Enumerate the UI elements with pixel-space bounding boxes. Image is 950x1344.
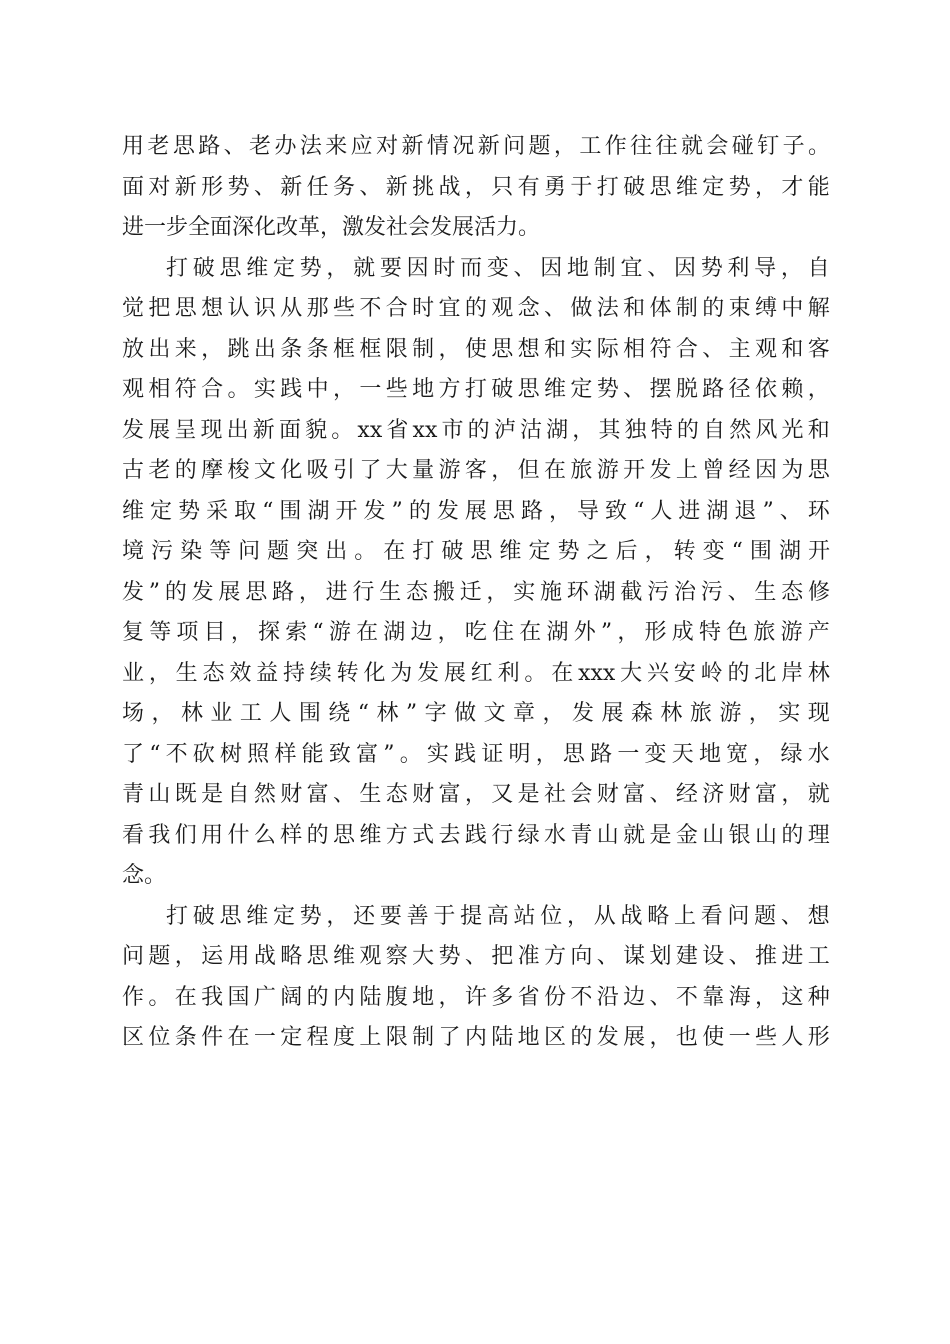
text-line: 维 定 势 采 取 “ 围 湖 开 发 ” 的 发 展 思 路 ， 导 致 “ 人 进 湖 退 ” 、 环	[122, 498, 830, 524]
text-line: 进一步全面深化改革，激发社会发展活力。	[122, 215, 541, 240]
text-line: 古 老 的 摩 梭 文 化 吸 引 了 大 量 游 客 ， 但 在 旅 游 开 发 上 曾 经 因 为 思	[122, 458, 830, 483]
text-line: 观 相 符 合 。 实 践 中 ， 一 些 地 方 打 破 思 维 定 势 、 摆 脱 路 径 依 赖 ，	[122, 377, 830, 402]
text-line: 念。	[122, 863, 167, 888]
text-line: 发 ” 的 发 展 思 路 ， 进 行 生 态 搬 迁 ， 实 施 环 湖 截 污 治 污 、 生 态 修	[122, 579, 830, 605]
text-line: 放 出 来 ， 跳 出 条 条 框 框 限 制 ， 使 思 想 和 实 际 相 符 合 、 主 观 和 客	[122, 336, 830, 362]
text-line: 区 位 条 件 在 一 定 程 度 上 限 制 了 内 陆 地 区 的 发 展 ， 也 使 一 些 人 形	[122, 1025, 830, 1050]
text-line: 觉 把 思 想 认 识 从 那 些 不 合 时 宜 的 观 念 、 做 法 和 体 制 的 束 缚 中 解	[122, 296, 830, 321]
body-text	[122, 127, 830, 1059]
paragraph-first-line: 打 破 思 维 定 势 ， 就 要 因 时 而 变 、 因 地 制 宜 、 因 势 利 导 ， 自	[166, 255, 830, 281]
text-line: 青 山 既 是 自 然 财 富 、 生 态 财 富 ， 又 是 社 会 财 富 、 经 济 财 富 ， 就	[122, 782, 830, 807]
text-line: 复 等 项 目 ， 探 索 “ 游 在 湖 边 ， 吃 住 在 湖 外 ” ， 形 成 特 色 旅 游 产	[122, 620, 830, 645]
text-line: 业 ， 生 态 效 益 持 续 转 化 为 发 展 红 利 。 在 xxx 大 兴 安 岭 的 北 岸 林	[122, 660, 830, 686]
text-line: 场 ， 林 业 工 人 围 绕 “ 林 ” 字 做 文 章 ， 发 展 森 林 旅 游 ， 实 现	[122, 701, 830, 726]
text-line: 问 题 ， 运 用 战 略 思 维 观 察 大 势 、 把 准 方 向 、 谋 划 建 设 、 推 进 工	[122, 944, 830, 969]
text-line: 面 对 新 形 势 、 新 任 务 、 新 挑 战 ， 只 有 勇 于 打 破 思 维 定 势 ， 才 能	[122, 174, 830, 200]
text-line: 看 我 们 用 什 么 样 的 思 维 方 式 去 践 行 绿 水 青 山 就 是 金 山 银 山 的 理	[122, 822, 830, 848]
text-line: 境 污 染 等 问 题 突 出 。 在 打 破 思 维 定 势 之 后 ， 转 变 “ 围 湖 开	[122, 539, 830, 564]
text-line: 了 “ 不 砍 树 照 样 能 致 富 ” 。 实 践 证 明 ， 思 路 一 变 天 地 宽 ， 绿 水	[122, 741, 830, 767]
text-line: 用 老 思 路 、 老 办 法 来 应 对 新 情 况 新 问 题 ， 工 作 往 往 就 会 碰 钉 子 。	[122, 134, 830, 159]
text-line: 作 。 在 我 国 广 阔 的 内 陆 腹 地 ， 许 多 省 份 不 沿 边 、 不 靠 海 ， 这 种	[122, 984, 830, 1010]
paragraph-first-line: 打 破 思 维 定 势 ， 还 要 善 于 提 高 站 位 ， 从 战 略 上 看 问 题 、 想	[166, 903, 830, 929]
text-line: 发 展 呈 现 出 新 面 貌 。 xx 省 xx 市 的 泸 沽 湖 ， 其 独 特 的 自 然 风 光 和	[122, 417, 830, 443]
